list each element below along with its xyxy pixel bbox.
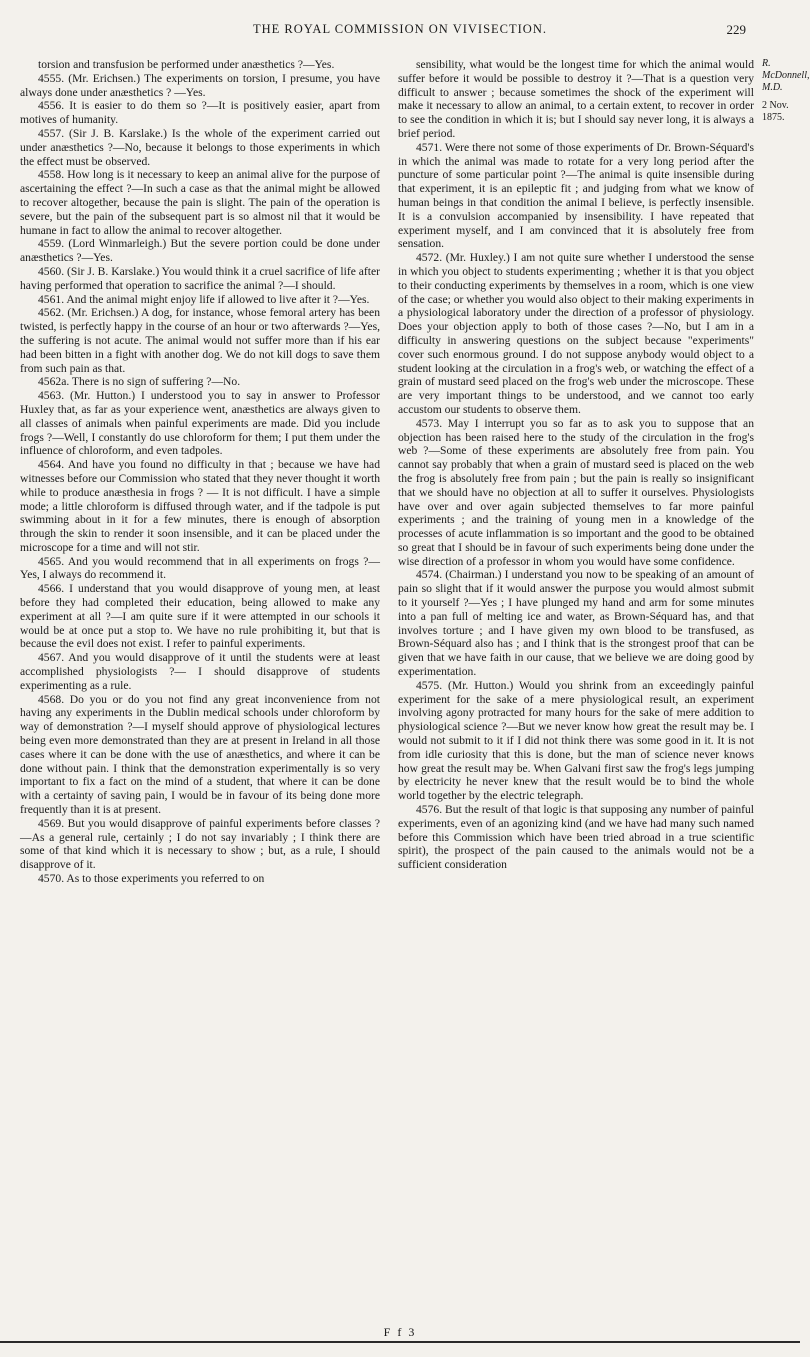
page-header [40, 22, 760, 44]
paragraph: 4574. (Chairman.) I understand you now to be speaking of an amount of pain so slight that if it would answer the purpose you would almost submit to it yourself ?—Yes ; I have plunged my hand and arm for some minutes into a pan full of melting ice and water, as Brown-Séquard has, and that involves torture ; and I have given my own blood to be transfused, as Brown-Séquard also has ; and I think that is the strongest proof that can be given that we have faith in our cause, that we believe we are doing good by experimentation. [398, 568, 754, 679]
witness-date: 2 Nov. 1875. [762, 100, 789, 123]
paragraph: 4567. And you would disapprove of it until the students were at least accomplished physiologists ?— I should disapprove of students experimenting as a rule. [20, 651, 380, 692]
paragraph: torsion and transfusion be performed under anæsthetics ?—Yes. [38, 58, 335, 71]
bottom-rule [0, 1341, 800, 1343]
paragraph: 4563. (Mr. Hutton.) I understood you to say in answer to Professor Huxley that, as far as your experience went, anæsthetics are always given to all classes of animals when painful experiments are made. Did you include frogs ?—Well, I constantly do use chloroform for them; I put them under the influence of chloroform, and even tadpoles. [20, 389, 380, 458]
paragraph: 4568. Do you or do you not find any great inconvenience from not having any experiments in the Dublin medical schools under chloroform by way of demonstration ?—I myself should approve of physiological lectures being even more demonstrated than they are at present in Ireland in all those cases where it can be done with the use of anæsthetics, and where it can be done without pain. I think that the demonstration experimentally is so very important to fix a fact on the mind of a student, that where it can be done with a certainty of saving pain, I would be in favour of its being done more frequently than it is at present. [20, 692, 380, 817]
page-number: 229 [726, 22, 746, 37]
left-column [20, 58, 380, 886]
paragraph: 4572. (Mr. Huxley.) I am not quite sure whether I understood the sense in which you object to students experimenting ; whether it is that you object to their conducting experiments by themselves in a room, which is one view of the case; or whether you would also object to their making experiments in a physiological laboratory under the direction of a professor of physiology. Does your objection apply to both of those cases ?—No, but I am in a difficulty in answering questions on the subject because "experiments" cover such enormous ground. I do not suppose anybody would object to a student looking at the circulation in a frog's web, or watching the effect of a grain of mustard seed placed on the frog's web under the microscope. These are very important things to be understood, and we cannot too early accustom our students to observe them. [398, 251, 754, 416]
witness-margin-note [762, 58, 810, 124]
paragraph: 4560. (Sir J. B. Karslake.) You would think it a cruel sacrifice of life after having performed that operation to sacrifice the animal ?—I should. [20, 264, 380, 292]
paragraph: 4564. And have you found no difficulty in that ; because we have had witnesses before our Commission who stated that they never thought it worth while to produce anæsthesia in frogs ? — It is not difficult. I have a simple mode; a little chloroform is diffused through water, and if the tadpole is put swimming about in it for a few minutes, there is enough of absorption through the skin to render it soon insensible, and it can be placed under the microscope for a time and will not stir. [20, 458, 380, 554]
signature-mark: F f 3 [383, 1325, 417, 1339]
paragraph: 4575. (Mr. Hutton.) Would you shrink from an exceedingly painful experiment for the sake of a mere physiological result, an experiment involving agony protracted for many hours for the sake of mere addition to physiological science ?—But we never know how great the result may be. I would not submit to it if I did not think there was some good in it. It is not from idle curiosity that this is done, but the man of science never knows how great the result may be. When Galvani first saw the frog's legs jumping by electricity he never knew that the result would be to bind the whole world together by the electric telegraph. [398, 678, 754, 803]
paragraph: 4555. (Mr. Erichsen.) The experiments on torsion, I presume, you have always done under anæsthetics ? —Yes. [20, 71, 380, 99]
paragraph: 4569. But you would disapprove of painful experiments before classes ?—As a general rule, certainly ; I do not say invariably ; I think there are some of that kind which it is necessary to show ; but, as a rule, I should disapprove of it. [20, 816, 380, 872]
paragraph: 4566. I understand that you would disapprove of young men, at least before they had completed their education, being allowed to make any experiment at all ?—I am quite sure if it were attempted in our schools it would be at once put a stop to. We have no rule prohibiting it, but that is because the evil does not exist. I refer to painful experiments. [20, 582, 380, 651]
right-column [398, 58, 754, 872]
paragraph: 4558. How long is it necessary to keep an animal alive for the purpose of ascertaining the effect ?—In such a case as that the animal might be allowed to recover altogether, because the pain is slight. The pain of the operation is severe, but the pain of the subsequent part is so almost nil that it would be humane in fact to allow the animal to recover altogether. [20, 168, 380, 237]
paragraph: 4571. Were there not some of those experiments of Dr. Brown-Séquard's in which the animal was made to rotate for a very long period after the puncture of some particular point ?—The animal is quite insensible during that experiment, it is an epileptic fit ; and judging from what we know of human beings in that condition the animal I believe, is perfectly insensible. It is a convulsion accompanied by insensibility. I have repeated that experiment myself, and I am convinced that it is absolutely free from sensation. [398, 140, 754, 251]
paragraph: 4557. (Sir J. B. Karslake.) Is the whole of the experiment carried out under anæsthetics ?—No, because it belongs to those experiments in which the effect must be observed. [20, 126, 380, 168]
paragraph: sensibility, what would be the longest time for which the animal would suffer before it would be possible to destroy it ?—That is a question very difficult to answer ; because sometimes the shock of the experiment will make it necessary to allow an animal, to a certain extent, to recover in order to see the condition in which it is; but I should say never long, it is always a brief period. [398, 58, 754, 140]
witness-name: R. McDonnell, M.D. [762, 58, 810, 93]
paragraph: 4562. (Mr. Erichsen.) A dog, for instance, whose femoral artery has been twisted, is perfectly happy in the course of an hour or two afterwards ?—Yes, the suffering is not acute. The animal would not suffer more than if his ear had been bitten in a fight with another dog. We do not kill dogs to save them from such pain as that. [20, 306, 380, 375]
paragraph: 4561. And the animal might enjoy life if allowed to live after it ?—Yes. [38, 292, 370, 306]
paragraph: 4565. And you would recommend that in all experiments on frogs ?—Yes, I always do recommend it. [20, 554, 380, 582]
paragraph: 4573. May I interrupt you so far as to ask you to suppose that an objection has been raised here to the study of the circulation in the frog's web ?—Some of these experiments are absolutely free from pain. You cannot say probably that when a grain of mustard seed is placed on the web the frog is absolutely free from pain ; but the pain is really so insignificant that we should have no objection at all to suffer it ourselves. Physiologists have over and over again subjected themselves to far more painful experiments ; and the training of young men in a knowledge of the processes of acute inflammation is so important and the good to be obtained so great that I should be in favour of such experiments being done under the wise direction of a professor in whom you would have some confidence. [398, 416, 754, 568]
running-title: THE ROYAL COMMISSION ON VIVISECTION. [253, 22, 547, 36]
paragraph: 4576. But the result of that logic is that supposing any number of painful experiments, even of an agonizing kind (and we have had many such named before this Commission which have been tried abroad in a true scientific spirit), the prospect of the pain caused to the animals would not be a sufficient consideration [398, 803, 754, 872]
paragraph: 4570. As to those experiments you referred to on [38, 872, 265, 886]
paragraph: 4559. (Lord Winmarleigh.) But the severe portion could be done under anæsthetics ?—Yes. [20, 237, 380, 265]
paragraph: 4556. It is easier to do them so ?—It is positively easier, apart from motives of humanity. [20, 99, 380, 127]
paragraph: 4562a. There is no sign of suffering ?—No. [38, 375, 241, 389]
